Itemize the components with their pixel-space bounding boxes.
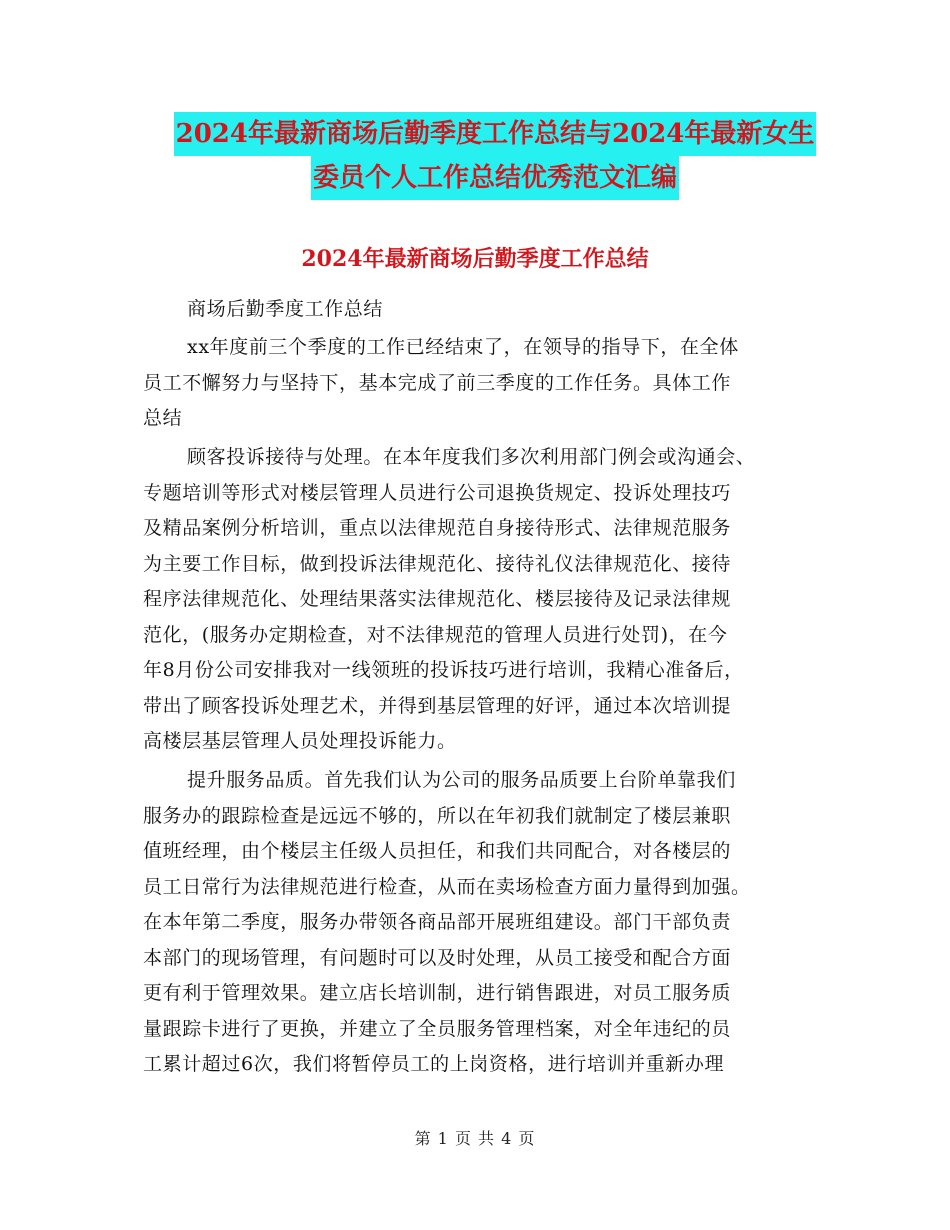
paragraph-line: 总结	[143, 407, 183, 429]
main-title	[150, 112, 840, 200]
paragraph-line: 更有利于管理效果。建立店长培训制，进行销售跟进，对员工服务质	[143, 982, 732, 1004]
section-title: 2024年最新商场后勤季度工作总结	[301, 246, 649, 272]
paragraph-line: xx年度前三个季度的工作已经结束了，在领导的指导下，在全体	[187, 336, 739, 358]
page-footer: 第 1 页 共 4 页	[414, 1129, 536, 1148]
paragraph-line: 员工日常行为法律规范进行检查，从而在卖场检查方面力量得到加强。	[143, 875, 751, 898]
main-title-line-2: 委员个人工作总结优秀范文汇编	[311, 156, 679, 200]
paragraph-line: 工累计超过6次，我们将暂停员工的上岗资格，进行培训并重新办理	[143, 1053, 725, 1075]
paragraph-line: 顾客投诉接待与处理。在本年度我们多次利用部门例会或沟通会、	[187, 446, 756, 468]
paragraph-line: 带出了顾客投诉处理艺术，并得到基层管理的好评，通过本次培训提	[143, 694, 732, 717]
paragraph-line: 商场后勤季度工作总结	[187, 298, 384, 320]
paragraph-2	[143, 330, 803, 437]
paragraph-line: 为主要工作目标，做到投诉法律规范化、接待礼仪法律规范化、接待	[143, 552, 732, 575]
paragraph-4	[143, 763, 803, 1083]
paragraph-line: 本部门的现场管理，有问题时可以及时处理，从员工接受和配合方面	[143, 946, 732, 969]
paragraph-line: 员工不懈努力与坚持下，基本完成了前三季度的工作任务。具体工作	[143, 371, 732, 394]
paragraph-1	[143, 292, 803, 328]
paragraph-line: 提升服务品质。首先我们认为公司的服务品质要上台阶单靠我们	[187, 769, 736, 791]
paragraph-line: 在本年第二季度，服务办带领各商品部开展班组建设。部门干部负责	[143, 911, 732, 933]
paragraph-line: 量跟踪卡进行了更换，并建立了全员服务管理档案，对全年违纪的员	[143, 1017, 732, 1040]
paragraph-line: 专题培训等形式对楼层管理人员进行公司退换货规定、投诉处理技巧	[143, 481, 732, 504]
paragraph-3	[143, 440, 803, 760]
paragraph-line: 高楼层基层管理人员处理投诉能力。	[143, 730, 457, 752]
paragraph-line: 年8月份公司安排我对一线领班的投诉技巧进行培训，我精心准备后，	[143, 659, 744, 681]
paragraph-line: 服务办的跟踪检查是远远不够的，所以在年初我们就制定了楼层兼职	[143, 804, 732, 827]
paragraph-line: 范化，(服务办定期检查，对不法律规范的管理人员进行处罚)，在今	[143, 623, 728, 646]
main-title-line-1: 2024年最新商场后勤季度工作总结与2024年最新女生	[174, 112, 817, 156]
paragraph-line: 值班经理，由个楼层主任级人员担任，和我们共同配合，对各楼层的	[143, 840, 732, 862]
paragraph-line: 及精品案例分析培训，重点以法律规范自身接待形式、法律规范服务	[143, 517, 732, 539]
paragraph-line: 程序法律规范化、处理结果落实法律规范化、楼层接待及记录法律规	[143, 588, 732, 610]
